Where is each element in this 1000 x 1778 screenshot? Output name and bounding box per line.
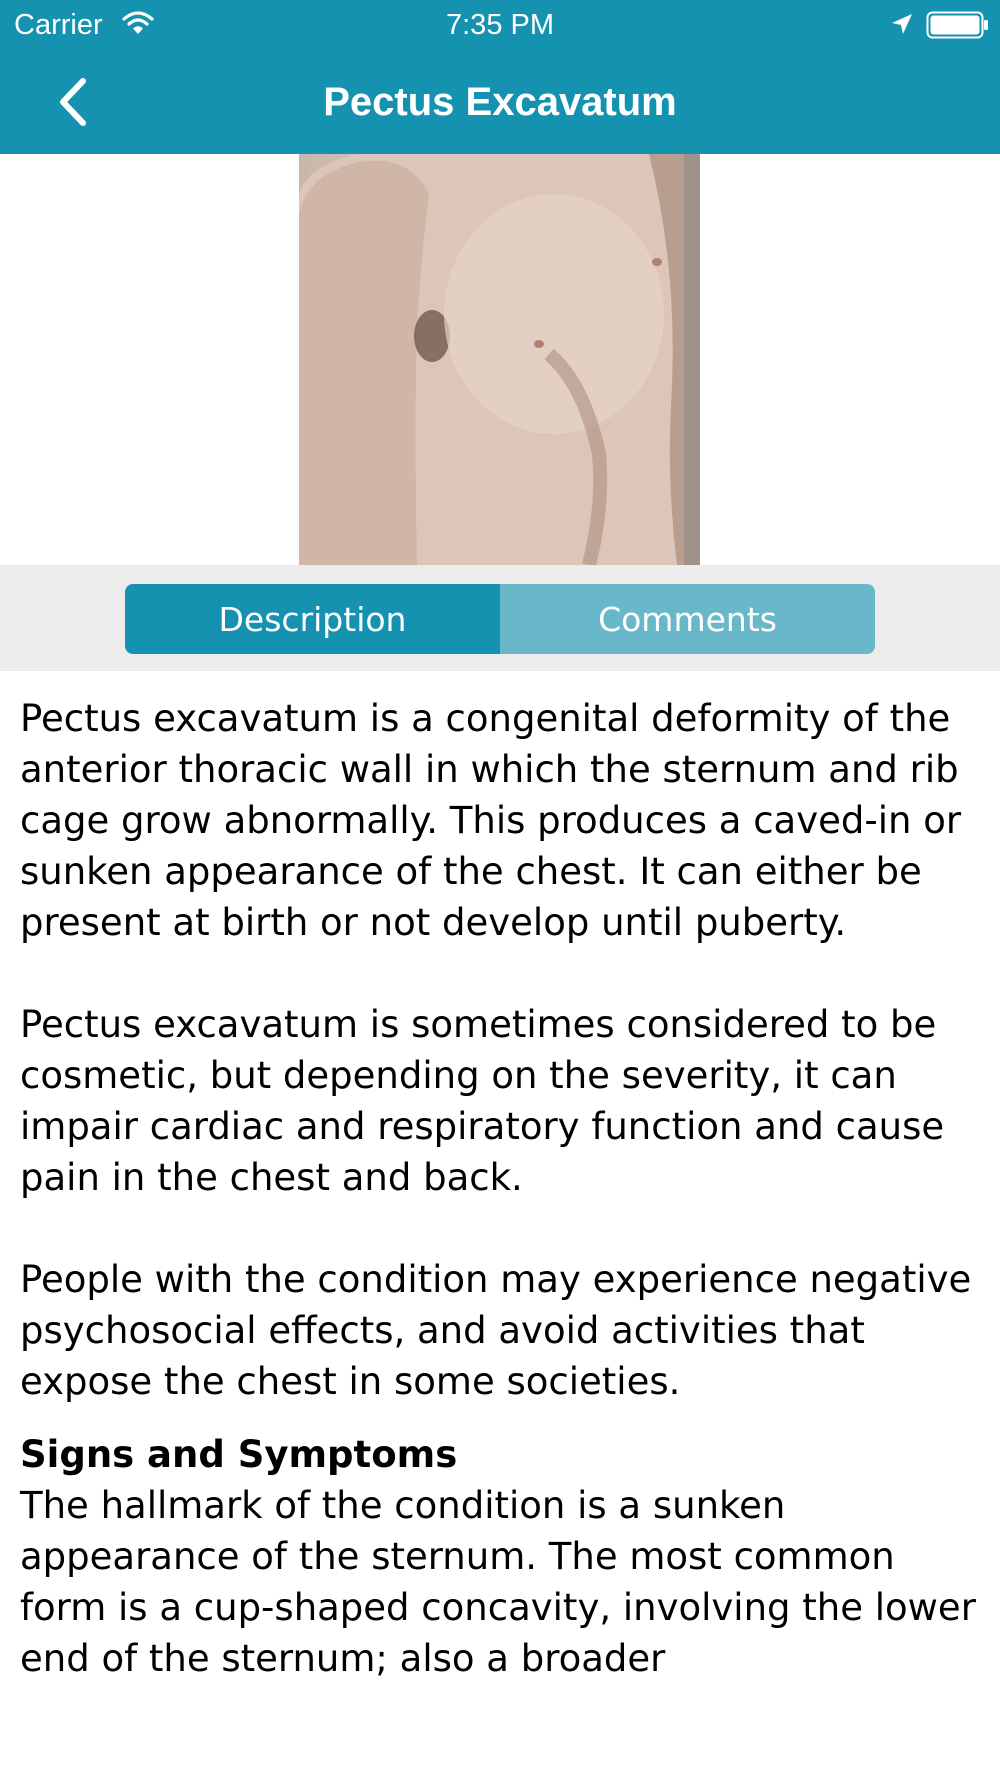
condition-photo bbox=[299, 154, 700, 565]
tab-segmented-control bbox=[125, 584, 875, 654]
description-paragraph: Pectus excavatum is a congenital deformity of the anterior thoracic wall in which the sternum and rib cage grow abnormally. This produces a caved-in or sunken appearance of the chest. It can either be present at birth or not develop until puberty. bbox=[20, 697, 962, 944]
location-arrow-icon bbox=[890, 12, 914, 36]
status-bar bbox=[0, 0, 1000, 50]
status-time: 7:35 PM bbox=[446, 9, 554, 41]
segment-bar bbox=[0, 565, 1000, 671]
chevron-left-icon bbox=[55, 77, 89, 127]
description-content bbox=[0, 671, 1000, 1778]
back-button[interactable] bbox=[42, 72, 102, 132]
battery-icon bbox=[926, 11, 990, 39]
section-paragraph: The hallmark of the condition is a sunken appearance of the sternum. The most common form is a cup-shaped concavity, involving the lower end of the sternum; also a broader bbox=[20, 1484, 976, 1680]
description-paragraph: Pectus excavatum is sometimes considered to be cosmetic, but depending on the severity, it can impair cardiac and respiratory function and cause pain in the chest and back. bbox=[20, 1003, 945, 1199]
section-heading: Signs and Symptoms bbox=[20, 1433, 458, 1476]
carrier-label: Carrier bbox=[14, 9, 103, 41]
page-title: Pectus Excavatum bbox=[323, 80, 677, 124]
tab-comments[interactable]: Comments bbox=[500, 584, 875, 654]
navigation-bar bbox=[0, 50, 1000, 154]
image-area bbox=[0, 154, 1000, 565]
description-paragraph: People with the condition may experience negative psychosocial effects, and avoid activities that expose the chest in some societies. bbox=[20, 1258, 972, 1403]
tab-description[interactable]: Description bbox=[125, 584, 500, 654]
app-header bbox=[0, 0, 1000, 154]
